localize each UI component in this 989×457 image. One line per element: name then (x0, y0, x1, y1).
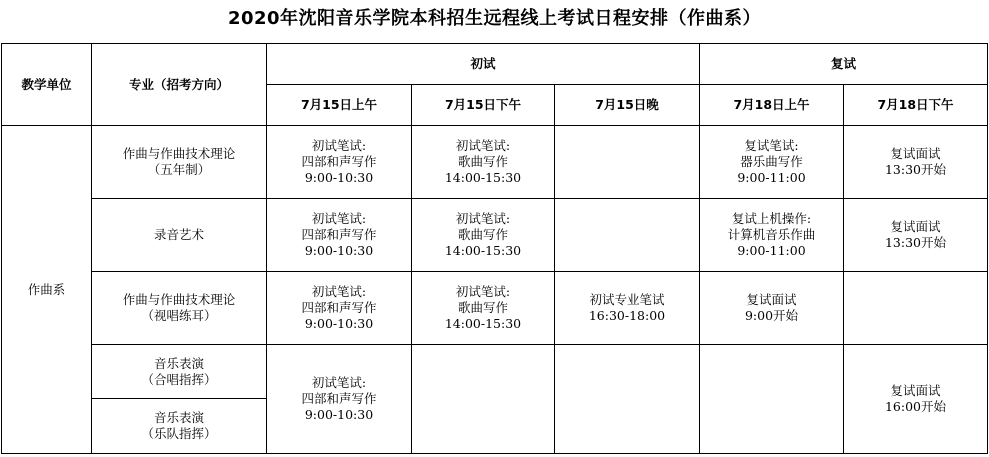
header-date: 7月18日下午 (844, 85, 988, 126)
header-major: 专业（招考方向） (92, 44, 267, 126)
schedule-cell-empty (844, 272, 988, 345)
header-date: 7月15日上午 (267, 85, 412, 126)
header-unit: 教学单位 (2, 44, 92, 126)
header-date: 7月15日晚 (555, 85, 700, 126)
unit-cell: 作曲系 (2, 126, 92, 454)
schedule-cell: 复试面试 13:30开始 (844, 126, 988, 199)
schedule-table (1, 43, 988, 454)
schedule-cell: 初试笔试: 四部和声写作 9:00-10:30 (267, 272, 412, 345)
schedule-cell: 初试专业笔试 16:30-18:00 (555, 272, 700, 345)
schedule-cell: 初试笔试: 歌曲写作 14:00-15:30 (412, 199, 555, 272)
schedule-cell-empty (555, 126, 700, 199)
header-date: 7月18日上午 (700, 85, 844, 126)
header-date: 7月15日下午 (412, 85, 555, 126)
schedule-cell: 复试笔试: 器乐曲写作 9:00-11:00 (700, 126, 844, 199)
schedule-cell: 复试面试 9:00开始 (700, 272, 844, 345)
page-title: 2020年沈阳音乐学院本科招生远程线上考试日程安排（作曲系） (227, 8, 762, 29)
major-cell: 作曲与作曲技术理论 （视唱练耳） (92, 272, 267, 345)
major-cell: 作曲与作曲技术理论 （五年制） (92, 126, 267, 199)
schedule-cell-merged: 复试面试 16:00开始 (844, 345, 988, 454)
schedule-cell-empty (700, 345, 844, 454)
header-prelim: 初试 (267, 44, 700, 85)
schedule-cell: 初试笔试: 歌曲写作 14:00-15:30 (412, 126, 555, 199)
schedule-cell-empty (412, 345, 555, 454)
schedule-cell: 复试上机操作: 计算机音乐作曲 9:00-11:00 (700, 199, 844, 272)
schedule-cell: 复试面试 13:30开始 (844, 199, 988, 272)
schedule-cell: 初试笔试: 四部和声写作 9:00-10:30 (267, 126, 412, 199)
major-cell: 音乐表演 （合唱指挥） (92, 345, 267, 399)
schedule-cell: 初试笔试: 歌曲写作 14:00-15:30 (412, 272, 555, 345)
schedule-cell-empty (555, 345, 700, 454)
schedule-cell-empty (555, 199, 700, 272)
major-cell: 音乐表演 （乐队指挥） (92, 399, 267, 454)
schedule-cell-merged: 初试笔试: 四部和声写作 9:00-10:30 (267, 345, 412, 454)
header-retest: 复试 (700, 44, 988, 85)
major-cell: 录音艺术 (92, 199, 267, 272)
schedule-cell: 初试笔试: 四部和声写作 9:00-10:30 (267, 199, 412, 272)
